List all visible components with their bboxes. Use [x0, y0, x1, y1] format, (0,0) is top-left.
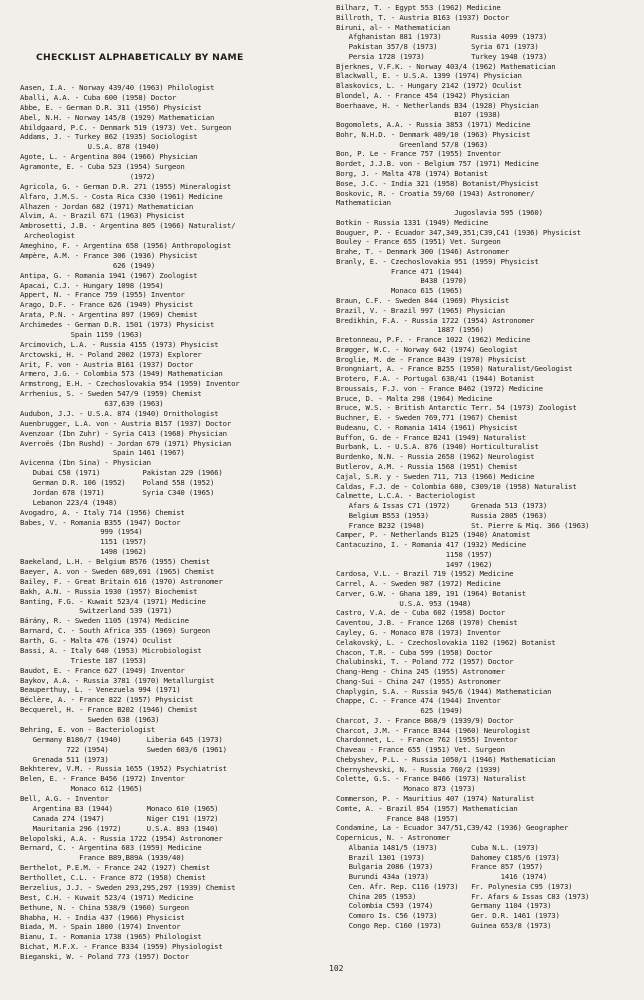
entry-line: Carrel, A. - Sweden 987 (1972) Medicine [336, 579, 501, 589]
entry-line: Berthelot, P.E.M. - France 242 (1927) Chemist [20, 863, 210, 873]
entry-line: Albania 1481/5 (1973) Cuba N.L. (1973) [336, 842, 539, 852]
entry-line: Cardosa, V.L. - Brazil 719 (1952) Medicine [336, 569, 514, 579]
entry-line: Arit, F. von - Austria B161 (1937) Doctor [20, 359, 194, 369]
entry-line: 1151 (1957) [20, 537, 147, 547]
entry-line: Bakh, A.N. - Russia 1930 (1957) Biochemist [20, 586, 198, 596]
entry-line: Bruce, W.S. - British Antarctic Terr. 54 (1973) Zoologist [336, 403, 577, 413]
entry-line: Chang-Sui - China 247 (1955) Astronomer [336, 676, 501, 686]
entry-line: Béclère, A. - France 822 (1957) Physicist [20, 695, 194, 705]
entry-line: Copernicus, N. - Astronomer [336, 833, 450, 843]
entry-line: Monaco 612 (1965) [20, 784, 143, 794]
entry-line: Berthollet, C.L. - France 872 (1958) Chemist [20, 873, 206, 882]
entry-line: Apacai, C.J. - Hungary 1098 (1954) [20, 280, 164, 290]
entry-line: Caldas, F.J. de - Colombia 680, C309/10 (1958) Naturalist [336, 481, 577, 491]
entry-line: 626 (1949) [20, 260, 156, 270]
entry-line: U.S.A. 953 (1948) [336, 598, 472, 608]
entry-line: Comoro Is. C56 (1973) Ger. D.R. 1461 (1973) [336, 911, 560, 921]
entry-line: France 848 (1957) [336, 813, 459, 823]
entry-line: Camper, P. - Netherlands B125 (1940) Anatomist [336, 530, 531, 540]
entry-line: 625 (1949) [336, 706, 463, 716]
entry-line: Bhabha, H. - India 437 (1966) Physicist [20, 912, 185, 922]
entry-line: Jordan 678 (1971) Syria C340 (1965) [20, 487, 215, 497]
entry-line: Persia 1728 (1973) Turkey 1948 (1973) [336, 51, 548, 61]
entry-line: 1887 (1956) [336, 325, 484, 335]
entry-line: Greenland 57/8 (1963) [336, 139, 488, 149]
entry-line: Antipa, G. - Romania 1941 (1967) Zoologist [20, 270, 198, 280]
entry-line: Ampère, A.M. - France 306 (1936) Physicist [20, 250, 198, 260]
entry-line: Chernyshevski, N. - Russia 760/2 (1939) [336, 764, 501, 774]
entry-line: Spain 1461 (1967) [20, 448, 185, 458]
entry-line: Monaco 615 (1965) [336, 286, 463, 296]
entry-line: Sweden 638 (1963) [20, 715, 160, 724]
entry-line: Bogomolets, A.A. - Russia 3853 (1971) Medicine [336, 120, 531, 130]
entry-line: France B232 (1948) St. Pierre & Miq. 366 (1963) [336, 520, 590, 530]
entry-line: Butlerov, A.M. - Russia 1568 (1951) Chemist [336, 461, 518, 471]
entry-line: Chang-Heng - China 245 (1955) Astronomer [336, 667, 505, 677]
entry-line: German D.R. 106 (1952) Poland 558 (1952) [20, 478, 215, 487]
entry-line: Charcot, J.M. - France B344 (1960) Neurologist [336, 725, 531, 735]
entry-line: Mauritania 296 (1972) U.S.A. 893 (1940) [20, 823, 219, 833]
entry-line: Alvim, A. - Brazil 671 (1963) Physicist [20, 211, 185, 221]
entry-line: Chebyshev, P.L. - Russia 1050/1 (1946) Mathematician [336, 754, 556, 764]
entry-line: Agricola, G. - German D.R. 271 (1955) Mineralogist [20, 181, 232, 191]
entry-line: Abildgaard, P.C. - Denmark 519 (1973) Vet. Surgeon [20, 122, 232, 132]
entry-line: Brongniart, A. - France B255 (1950) Naturalist/Geologist [336, 364, 573, 374]
entry-line: Barnard, C. - South Africa 355 (1969) Surgeon [20, 626, 210, 636]
entry-line: Boerhaave, H. - Netherlands B34 (1928) Physician [336, 100, 539, 110]
entry-line: Chardonnet, L. - France 762 (1955) Inventor [336, 735, 518, 745]
entry-line: Burdenko, N.N. - Russia 2658 (1962) Neurologist [336, 452, 535, 462]
entry-line: Alfaro, J.M.S. - Costa Rica C330 (1961) Medicine [20, 191, 223, 201]
entry-line: Bethune, N. - China 538/9 (1960) Surgeon [20, 902, 189, 912]
entry-line: 1497 (1962) [336, 559, 493, 569]
entry-line: Alhazen - Jordan 682 (1971) Mathematician [20, 201, 194, 211]
entry-line: Bruce, D. - Malta 298 (1964) Medicine [336, 393, 493, 403]
entry-line: Baudot, E. - France 627 (1949) Inventor [20, 665, 185, 675]
entry-line: Cajal, S.R. y - Sweden 711, 713 (1966) Medicine [336, 471, 535, 481]
entry-line: Avicenna (Ibn Sina) - Physician [20, 458, 151, 468]
entry-line: Belgium B553 (1953) Russia 2805 (1963) [336, 510, 548, 520]
entry-line: Bose, J.C. - India 321 (1958) Botanist/Physicist [336, 178, 539, 188]
entry-line: Botkin - Russia 1331 (1949) Medicine [336, 217, 488, 227]
entry-line: France B89,B89A (1939/40) [20, 853, 185, 863]
entry-line: Ameghino, F. - Argentina 658 (1956) Anthropologist [20, 241, 232, 250]
entry-line: Lebanon 223/4 (1948) [20, 497, 118, 507]
entry-line: Braun, C.F. - Sweden 844 (1969) Physicist [336, 295, 510, 305]
entry-line: Averroës (Ibn Rushd) - Jordan 679 (1971) Physician [20, 438, 232, 448]
entry-line: Chaveau - France 655 (1951) Vet. Surgeon [336, 745, 505, 755]
entry-line: Caventou, J.B. - France 1268 (1970) Chemist [336, 618, 518, 628]
entry-line: Calmette, L.C.A. - Bacteriologist [336, 491, 476, 501]
entry-line: Arcimovich, L.A. - Russia 4155 (1973) Physicist [20, 339, 219, 349]
entry-line: Arrhenius, S. - Sweden 547/9 (1959) Chemist [20, 389, 202, 399]
entry-line: Bordet, J.J.B. von - Belgium 757 (1971) Medicine [336, 159, 539, 169]
entry-line: Archeologist [20, 231, 75, 241]
entry-line: Bekhterev, V.M. - Russia 1655 (1952) Psychiatrist [20, 764, 227, 774]
entry-line: Grenada 511 (1973) [20, 754, 109, 764]
page-number: 102 [329, 964, 344, 973]
entry-line: Bohr, N.H.D. - Denmark 409/10 (1963) Physicist [336, 129, 531, 139]
entry-line: Agramonte, E. - Cuba 523 (1954) Surgeon [20, 162, 185, 171]
entry-line: Aballi, A.A. - Cuba 600 (1958) Doctor [20, 92, 177, 102]
entry-line: Ambrosetti, J.B. - Argentina 805 (1966) Naturalist/ [20, 221, 236, 231]
entry-line: Trieste 187 (1953) [20, 655, 147, 665]
entry-line: Beauperthuy, L. - Venezuela 994 (1971) [20, 685, 181, 695]
entry-line: Borg, J. - Malta 478 (1974) Botanist [336, 169, 488, 179]
entry-line: Bulgaria 2086 (1973) France 857 (1957) [336, 862, 543, 872]
entry-line: Buffon, G. de - France B241 (1949) Naturalist [336, 432, 526, 442]
entry-line: Brahe, T. - Denmark 300 (1946) Astronomer [336, 247, 510, 257]
entry-line: B438 (1970) [336, 276, 467, 286]
entry-line: Comte, A. - Brazil 854 (1957) Mathematician [336, 803, 518, 813]
entry-line: Abel, N.H. - Norway 145/8 (1929) Mathematician [20, 112, 215, 122]
entry-line: Broglie, M. de - France B439 (1970) Physicist [336, 354, 526, 364]
entry-line: 999 (1954) [20, 527, 143, 537]
entry-line: Blaskovics, L. - Hungary 2142 (1972) Oculist [336, 81, 522, 91]
entry-line: Afghanistan 881 (1973) Russia 4099 (1973) [336, 32, 548, 42]
page-title: CHECKLIST ALPHABETICALLY BY NAME [36, 52, 244, 63]
entry-line: Bieganski, W. - Poland 773 (1957) Doctor [20, 952, 189, 961]
entry-line: Canada 274 (1947) Niger C191 (1972) [20, 813, 219, 823]
entry-line: Argentina B3 (1944) Monaco 610 (1965) [20, 803, 219, 813]
entry-line: Arago, D.F. - France 626 (1949) Physicist [20, 300, 194, 310]
entry-line: Bianu, I. - Romania 1738 (1965) Philologist [20, 932, 202, 942]
entry-line: Biruni, al- - Mathematician [336, 22, 450, 32]
entry-line: Jugoslavia 595 (1960) [336, 208, 543, 218]
entry-line: Arctowski, H. - Poland 2002 (1973) Explorer [20, 349, 202, 359]
entry-line: Bárány, R. - Sweden 1105 (1974) Medicine [20, 616, 189, 626]
entry-line: Congo Rep. C160 (1973) Guinea 653/8 (1973) [336, 920, 552, 930]
entry-line: Charcot, J. - France B68/9 (1939/9) Doctor [336, 715, 514, 725]
entry-line: Bredikhin, F.A. - Russia 1722 (1954) Astronomer [336, 315, 535, 325]
entry-line: Castro, V.A. de - Cuba 602 (1958) Doctor [336, 608, 505, 618]
entry-line: China 205 (1953) Fr. Afars & Issas C83 (1973) [336, 891, 590, 901]
left-entry-list [20, 83, 312, 962]
entry-line: Brøgger, W.C. - Norway 642 (1974) Geologist [336, 344, 518, 354]
entry-line: Brotero, F.A. - Portugal 638/41 (1944) Botanist [336, 374, 535, 384]
entry-line: Biada, M. - Spain 1800 (1974) Inventor [20, 922, 181, 932]
entry-line: B107 (1938) [336, 110, 501, 120]
entry-line: Buchner, E. - Sweden 769,771 (1967) Chemist [336, 413, 518, 423]
entry-line: Brazil, V. - Brazil 997 (1965) Physician [336, 305, 505, 315]
entry-line: Monaco 873 (1973) [336, 784, 476, 794]
entry-line: Bernard, C. - Argentina 683 (1959) Medicine [20, 843, 202, 853]
entry-line: France 471 (1944) [336, 266, 463, 276]
entry-line: Belopolski, A.A. - Russia 1722 (1954) Astronomer [20, 833, 223, 843]
entry-line: 722 (1954) Sweden 603/6 (1961) [20, 744, 227, 754]
entry-line: Bassi, A. - Italy 640 (1953) Microbiologist [20, 645, 202, 655]
entry-line: Spain 1159 (1963) [20, 329, 143, 339]
entry-line: Avogadro, A. - Italy 714 (1956) Chemist [20, 507, 185, 517]
entry-line: Best, C.H. - Kuwait 523/4 (1971) Medicine [20, 892, 194, 902]
entry-line: Burundi 434a (1973) 1416 (1974) [336, 872, 548, 882]
entry-line: Bon, P. Le - France 757 (1955) Inventor [336, 149, 501, 159]
entry-line: Pakistan 357/8 (1973) Syria 671 (1973) [336, 42, 539, 52]
entry-line: Chacon, T.R. - Cuba 599 (1958) Doctor [336, 647, 493, 657]
entry-line: Blondel, A. - France 454 (1942) Physician [336, 90, 510, 100]
entry-line: Billroth, T. - Austria B163 (1937) Doctor [336, 12, 510, 22]
entry-line: Branly, E. - Czechoslovakia 951 (1959) Physicist [336, 256, 539, 266]
entry-line: Abbe, E. - German D.R. 311 (1956) Physicist [20, 102, 202, 112]
entry-line: Bichat, M.F.X. - France B334 (1959) Physiologist [20, 942, 223, 952]
entry-line: Blackwall, E. - U.S.A. 1399 (1974) Physician [336, 71, 522, 81]
entry-line: Avenzoar (Ibn Zuhr) - Syria C413 (1968) Physician [20, 428, 227, 438]
entry-line: Baykov, A.A. - Russia 3781 (1970) Metallurgist [20, 675, 215, 685]
entry-line: Broussais, F.J. von - France B462 (1972) Medicine [336, 383, 543, 393]
entry-line: Armstrong, E.H. - Czechoslovakia 954 (1959) Inventor [20, 379, 240, 389]
entry-line: Germany B186/7 (1940) Liberia 645 (1973) [20, 734, 223, 744]
entry-line: Chaplygin, S.A. - Russia 945/6 (1944) Mathematician [336, 686, 552, 696]
entry-line: Babes, V. - Romania B355 (1947) Doctor [20, 517, 181, 527]
entry-line: Cen. Afr. Rep. C116 (1973) Fr. Polynesia C95 (1973) [336, 881, 573, 891]
entry-line: Berzelius, J.J. - Sweden 293,295,297 (1939) Chemist [20, 882, 236, 892]
entry-line: Aasen, I.A. - Norway 439/40 (1963) Philologist [20, 83, 215, 92]
entry-line: Becquerel, H. - France B202 (1946) Chemist [20, 705, 198, 715]
entry-line: Bjerknes, V.F.K. - Norway 403/4 (1962) Mathematician [336, 61, 556, 71]
entry-line: 637,639 (1963) [20, 399, 164, 408]
entry-line: Chappe, C. - France 474 (1944) Inventor [336, 696, 501, 706]
entry-line: Audubon, J.J. - U.S.A. 874 (1940) Ornithologist [20, 408, 219, 418]
entry-line: Bouley - France 655 (1951) Vet. Surgeon [336, 237, 501, 247]
right-entry-list [336, 3, 640, 931]
entry-line: Bouguer, P. - Ecuador 347,349,351;C39,C41 (1936) Physicist [336, 227, 581, 237]
entry-line: Auenbrugger, L.A. von - Austria B157 (1937) Doctor [20, 418, 232, 428]
entry-line: Banting, F.G. - Kuwait 523/4 (1971) Medicine [20, 596, 206, 606]
entry-line: Condamine, La - Ecuador 347/51,C39/42 (1936) Geographer [336, 823, 569, 833]
entry-line: Dubai C58 (1971) Pakistan 229 (1966) [20, 468, 223, 478]
entry-line: Budeanu, C. - Romania 1414 (1961) Physicist [336, 422, 518, 432]
entry-line: Appert, N. - France 759 (1955) Inventor [20, 290, 185, 300]
entry-line: Commerson, P. - Mauritius 407 (1974) Naturalist [336, 794, 535, 804]
entry-line: Afars & Issas C71 (1972) Grenada 513 (1973) [336, 501, 548, 511]
entry-line: Bailey, F. - Great Britain 616 (1970) Astronomer [20, 576, 223, 586]
entry-line: Burbank, L. - U.S.A. 876 (1940) Horticulturalist [336, 442, 539, 452]
entry-line: Agote, L. - Argentina 804 (1966) Physician [20, 152, 198, 162]
entry-line: Addams, J. - Turkey 862 (1935) Sociologist [20, 132, 198, 142]
entry-line: Armero, J.G. - Colombia 573 (1949) Mathematician [20, 369, 223, 379]
entry-line: Brazil 1301 (1973) Dahomey C185/6 (1973) [336, 852, 560, 862]
entry-line: Cantacuzino, I. - Romania 417 (1932) Medicine [336, 540, 526, 550]
entry-line: Boskovic, R. - Croatia 59/60 (1943) Astronomer/ [336, 188, 535, 198]
entry-line: Belen, E. - France B456 (1972) Inventor [20, 774, 185, 784]
entry-line: Bell, A.G. - Inventor [20, 794, 109, 803]
entry-line: Celakovský, L. - Czechoslovakia 1102 (1962) Botanist [336, 637, 556, 647]
entry-line: Cayley, G. - Monaco 878 (1973) Inventor [336, 628, 501, 637]
entry-line: Baeyer, A. von - Sweden 689,691 (1965) Chemist [20, 566, 215, 576]
entry-line: 1498 (1962) [20, 547, 147, 557]
entry-line: Switzerland 539 (1971) [20, 606, 172, 616]
entry-line: Colette, G.S. - France B466 (1973) Naturalist [336, 774, 526, 784]
entry-line: U.S.A. 878 (1940) [20, 142, 160, 152]
entry-line: Chalubinski, T. - Poland 772 (1957) Doctor [336, 657, 514, 667]
entry-line: Behring, E. von - Bacteriologist [20, 724, 156, 734]
entry-line: (1972) [20, 171, 156, 181]
entry-line: Archimedes - German D.R. 1501 (1973) Physicist [20, 320, 215, 329]
entry-line: Barth, G. - Malta 476 (1974) Oculist [20, 636, 172, 645]
entry-line: Mathematician [336, 198, 391, 208]
entry-line: Colombia C593 (1974) Germany 1104 (1973) [336, 901, 552, 911]
entry-line: Bretonneau, P.F. - France 1022 (1962) Medicine [336, 335, 531, 345]
entry-line: Arata, P.N. - Argentina 897 (1969) Chemist [20, 310, 198, 320]
entry-line: Bilharz, T. - Egypt 553 (1962) Medicine [336, 3, 501, 12]
entry-line: Carver, G.W. - Ghana 189, 191 (1964) Botanist [336, 588, 526, 598]
entry-line: 1150 (1957) [336, 549, 493, 559]
entry-line: Baekeland, L.H. - Belgium B576 (1955) Chemist [20, 557, 210, 566]
